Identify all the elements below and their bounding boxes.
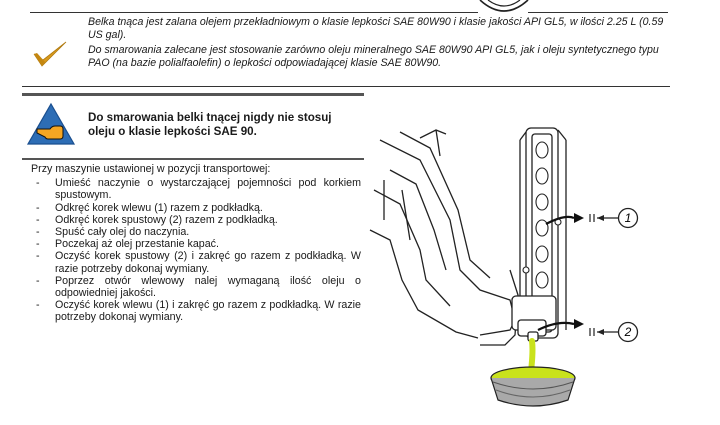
- procedure: [31, 163, 361, 324]
- top-divider-right: [528, 12, 668, 13]
- note-text: [88, 16, 678, 72]
- cutter-bar-drain-diagram: [360, 120, 660, 410]
- procedure-step: - Umieść naczynie o wystarczającej pojemności pod korkiem spustowym.: [36, 177, 361, 202]
- checkmark-icon: [32, 40, 68, 68]
- callout-2: 2: [624, 325, 632, 339]
- procedure-steps: [31, 177, 361, 323]
- warning-bottom-rule: [22, 158, 364, 160]
- note-paragraph-2: Do smarowania zalecane jest stosowanie zarówno oleju mineralnego SAE 80W90 API GL5, jak i oleju syntetycznego typu PAO (na bazie polialfaolefin) o lepkości odpowiadającej klasie SAE 80W90.: [88, 44, 659, 69]
- procedure-step: - Oczyść korek spustowy (2) i zakręć go razem z podkładką. W razie potrzeby dokonaj wymiany.: [36, 250, 361, 275]
- note-divider: [22, 86, 670, 87]
- procedure-step: - Poczekaj aż olej przestanie kapać.: [36, 238, 219, 251]
- callout-1: 1: [624, 211, 632, 225]
- procedure-step: - Poprzez otwór wlewowy nalej wymaganą ilość oleju o odpowiedniej jakości.: [36, 274, 361, 300]
- note-paragraph-1: Belka tnąca jest zalana olejem przekładniowym o klasie lepkości SAE 80W90 i klasie jakości API GL5, w ilości 2.25 L (0.59 US gal).: [88, 16, 664, 41]
- top-divider-left: [30, 12, 478, 13]
- procedure-step: - Odkręć korek wlewu (1) razem z podkładką.: [36, 201, 263, 214]
- pointing-hand-warning-icon: [26, 102, 76, 146]
- procedure-step: - Oczyść korek wlewu (1) i zakręć go razem z podkładką. W razie potrzeby dokonaj wymiany.: [36, 299, 361, 324]
- procedure-step: - Odkręć korek spustowy (2) razem z podkładką.: [36, 213, 278, 226]
- procedure-step: - Spuść cały olej do naczynia.: [36, 226, 190, 239]
- info-note: [22, 14, 670, 86]
- warning-top-rule: [22, 93, 364, 96]
- partial-icon-top: [476, 0, 532, 14]
- procedure-intro: Przy maszynie ustawionej w pozycji transportowej:: [31, 163, 271, 175]
- warning-text: Do smarowania belki tnącej nigdy nie stosuj oleju o klasie lepkości SAE 90.: [88, 111, 332, 138]
